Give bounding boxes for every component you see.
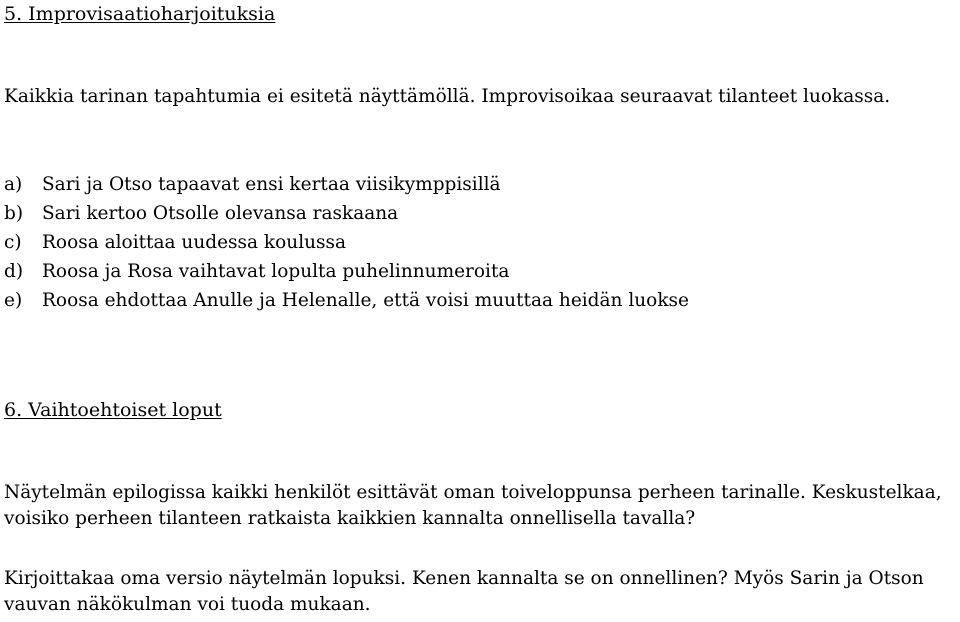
list-item-text: Sari ja Otso tapaavat ensi kertaa viisikymppisillä [42,174,501,195]
list-item [4,286,689,315]
list-item [4,199,689,228]
section-6-paragraph-1: Näytelmän epilogissa kaikki henkilöt esittävät oman toiveloppunsa perheen tarinalle. Keskustelkaa, voisiko perheen tilanteen ratkaista kaikkien kannalta onnellisella tavalla? [4,482,942,529]
section-6-paragraph-2: Kirjoittakaa oma versio näytelmän lopuksi. Kenen kannalta se on onnellinen? Myös Sarin ja Otson vauvan näkökulman voi tuoda mukaan. [4,568,924,615]
list-item-text: Sari kertoo Otsolle olevansa raskaana [42,203,399,224]
list-item-marker: c) [4,232,22,253]
section-5-heading: 5. Improvisaatioharjoituksia [4,3,276,25]
list-item-marker: b) [4,203,24,224]
list-item-text: Roosa ja Rosa vaihtavat lopulta puhelinnumeroita [42,261,510,282]
list-item-marker: e) [4,290,23,311]
list-item-marker: d) [4,261,24,282]
list-item [4,170,689,199]
list-item [4,257,689,286]
list-item-text: Roosa aloittaa uudessa koulussa [42,232,347,253]
section-5-intro: Kaikkia tarinan tapahtumia ei esitetä näyttämöllä. Improvisoikaa seuraavat tilanteet luokassa. [4,86,891,107]
improvisation-list [4,170,689,315]
list-item-text: Roosa ehdottaa Anulle ja Helenalle, että voisi muuttaa heidän luokse [42,290,689,311]
list-item-marker: a) [4,174,23,195]
section-6-heading: 6. Vaihtoehtoiset loput [4,399,222,421]
list-item [4,228,689,257]
